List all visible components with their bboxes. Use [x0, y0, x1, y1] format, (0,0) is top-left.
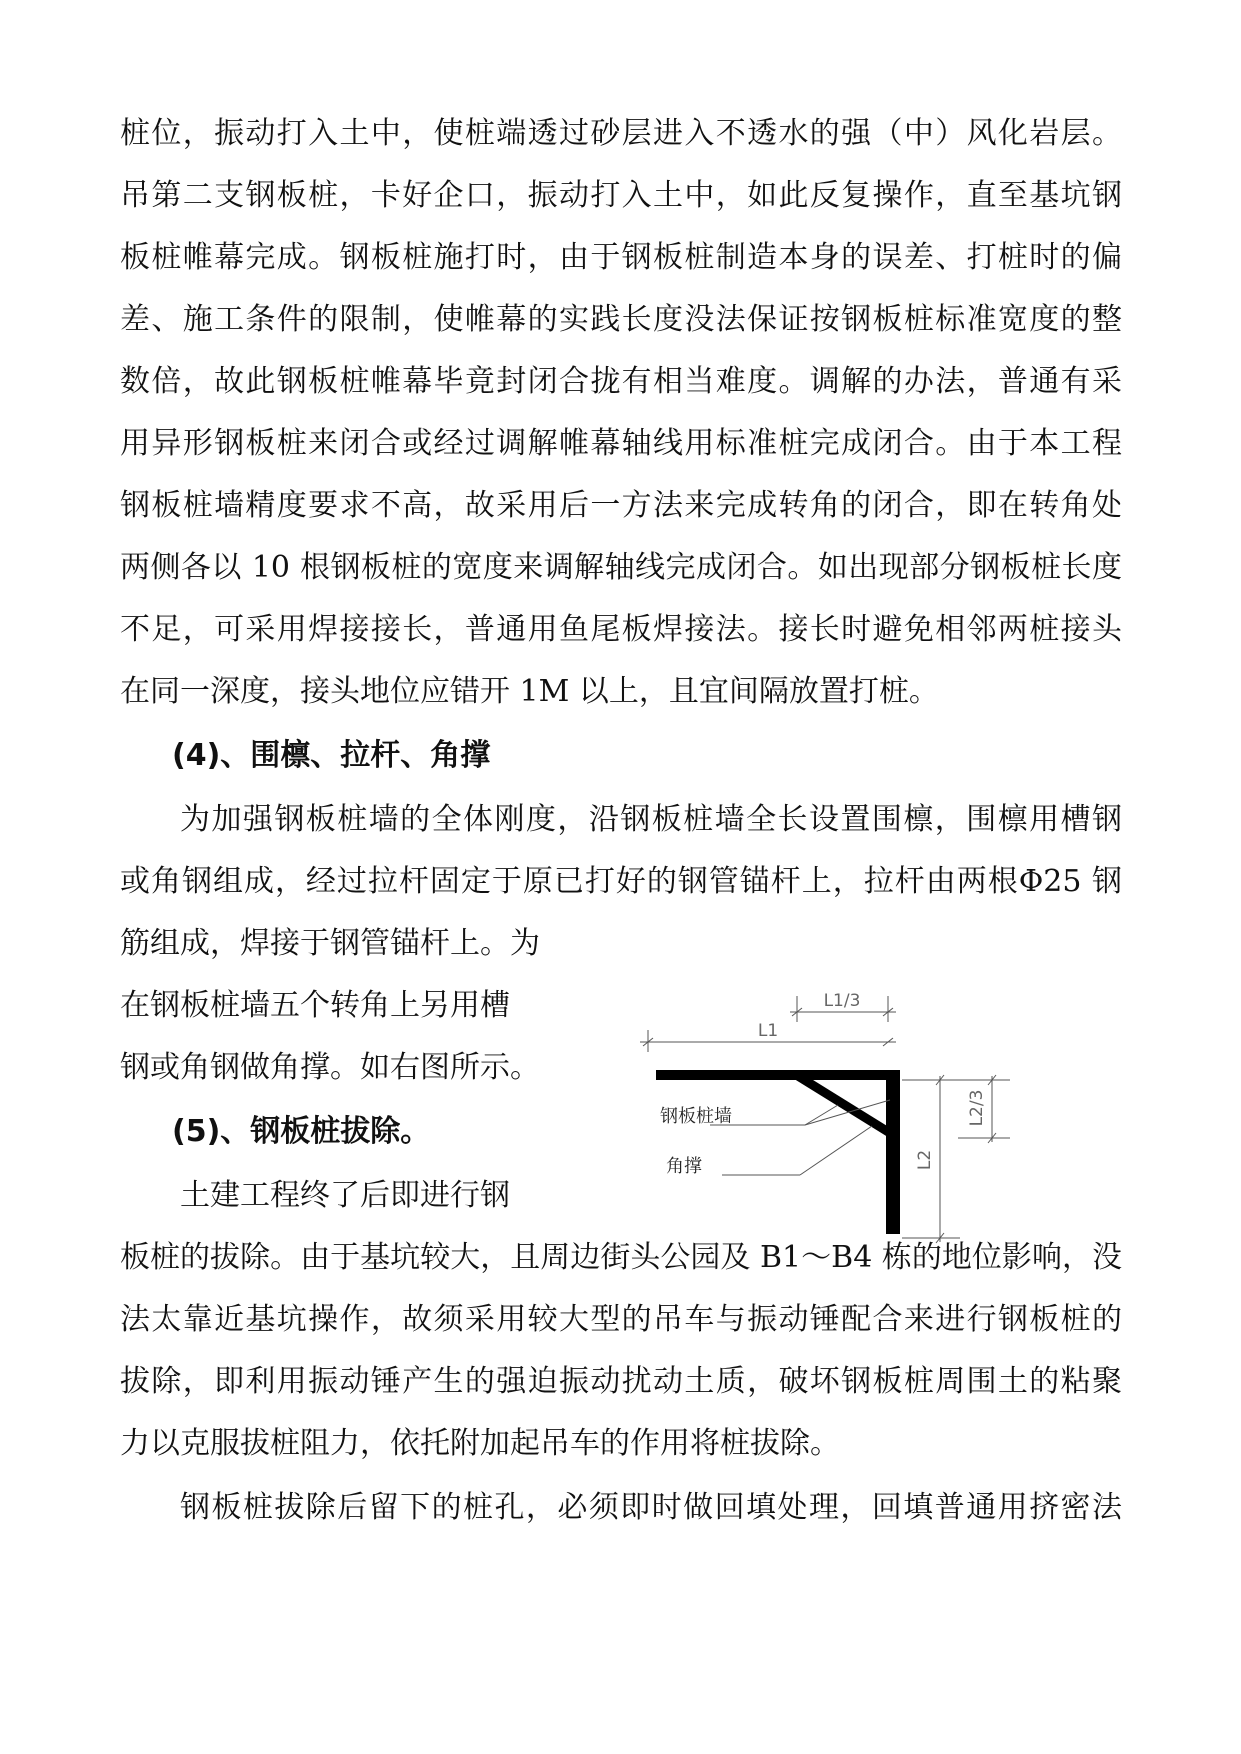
dim-label-l2: L2 [915, 1149, 935, 1171]
text-line: 钢板桩墙精度要求不高，故采用后一方法来完成转角的闭合，即在转角处 [120, 488, 1122, 523]
corner-brace-diagram [640, 980, 1020, 1250]
text-line: 数倍，故此钢板桩帷幕毕竟封闭合拢有相当难度。调解的办法，普通有采 [120, 364, 1122, 399]
text-line: 拔除，即利用振动锤产生的强迫振动扰动土质，破坏钢板桩周围土的粘聚 [120, 1364, 1122, 1399]
text-line: 力以克服拔桩阻力，依托附加起吊车的作用将桩拔除。 [120, 1426, 840, 1461]
dim-label-l2-third: L2/3 [967, 1089, 987, 1127]
text-line: 在同一深度，接头地位应错开 1M 以上，且宜间隔放置打桩。 [120, 674, 939, 709]
text-line: 两侧各以 10 根钢板桩的宽度来调解轴线完成闭合。如出现部分钢板桩长度 [120, 550, 1122, 585]
text-line: 土建工程终了后即进行钢 [180, 1178, 510, 1213]
text-line: 板桩的拔除。由于基坑较大，且周边街头公园及 B1～B4 栋的地位影响，没 [120, 1240, 1122, 1275]
text-line: 差、施工条件的限制，使帷幕的实践长度没法保证按钢板桩标准宽度的整 [120, 302, 1122, 337]
dim-label-l1: L1 [757, 1021, 779, 1041]
label-corner-brace: 角撑 [666, 1156, 702, 1177]
text-line: 不足，可采用焊接接长，普通用鱼尾板焊接法。接长时避免相邻两桩接头 [120, 612, 1122, 647]
label-sheet-pile-wall: 钢板桩墙 [660, 1106, 732, 1127]
text-line: 用异形钢板桩来闭合或经过调解帷幕轴线用标准桩完成闭合。由于本工程 [120, 426, 1122, 461]
text-line: 在钢板桩墙五个转角上另用槽 [120, 988, 510, 1023]
sheet-pile-wall-top [656, 1070, 900, 1080]
text-line: 桩位，振动打入土中，使桩端透过砂层进入不透水的强（中）风化岩层。 [120, 116, 1122, 151]
text-line: 板桩帷幕完成。钢板桩施打时，由于钢板桩制造本身的误差、打桩时的偏 [120, 240, 1122, 275]
text-line: 为加强钢板桩墙的全体刚度，沿钢板桩墙全长设置围檩，围檩用槽钢 [180, 802, 1122, 837]
section-heading: (5)、钢板桩拔除。 [172, 1114, 431, 1149]
text-line: 筋组成，焊接于钢管锚杆上。为 [120, 926, 540, 961]
sheet-pile-wall-side [886, 1070, 900, 1234]
text-line: 法太靠近基坑操作，故须采用较大型的吊车与振动锤配合来进行钢板桩的 [120, 1302, 1122, 1337]
text-line: 钢板桩拔除后留下的桩孔，必须即时做回填处理，回填普通用挤密法 [180, 1490, 1122, 1525]
text-line: 钢或角钢做角撑。如右图所示。 [120, 1050, 540, 1085]
text-line: 或角钢组成，经过拉杆固定于原已打好的钢管锚杆上，拉杆由两根Φ25 钢 [120, 864, 1122, 899]
section-heading: (4)、围檩、拉杆、角撑 [172, 738, 491, 773]
text-line: 吊第二支钢板桩，卡好企口，振动打入土中，如此反复操作，直至基坑钢 [120, 178, 1122, 213]
dim-label-l1-third: L1/3 [823, 991, 861, 1011]
